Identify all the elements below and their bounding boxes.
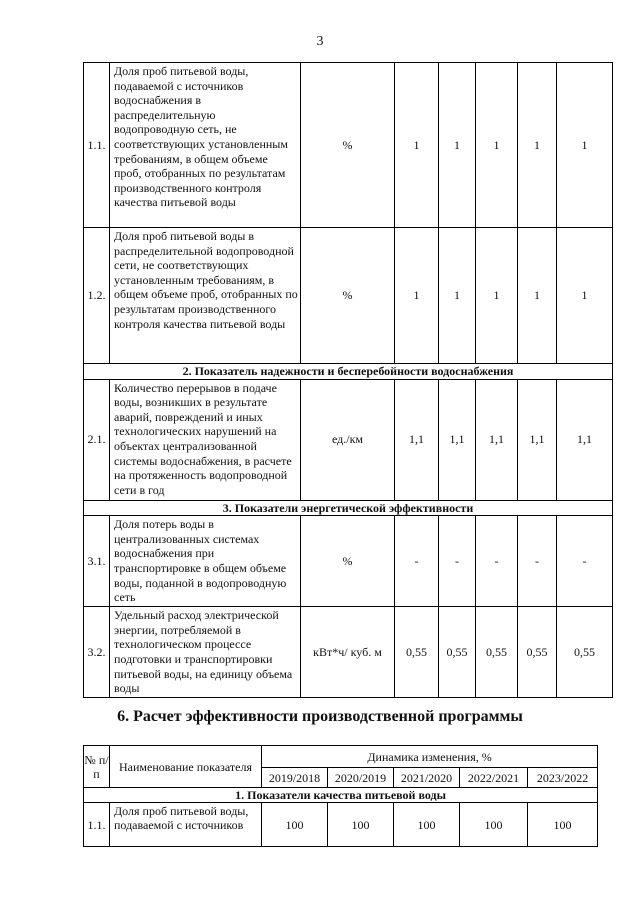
unit-cell: ед./км [301, 379, 395, 500]
value-cell: 1 [439, 63, 476, 228]
value-cell: 1 [439, 228, 476, 364]
indicator-name: Количество перерывов в подаче воды, возникших в результате аварий, повреждений и иных технологических нарушений на объектах централизованной системы водоснабжения, в расчете на протяженность водопроводной сети в год [110, 379, 301, 500]
value-cell: 1,1 [476, 379, 518, 500]
table-row [84, 516, 613, 607]
value-cell: 100 [528, 803, 598, 847]
value-cell: 0,55 [439, 607, 476, 698]
unit-cell: % [301, 63, 395, 228]
value-cell: 0,55 [518, 607, 557, 698]
value-cell: 100 [328, 803, 394, 847]
value-cell: 1 [557, 228, 613, 364]
section-header-row [84, 500, 613, 516]
value-cell: 1,1 [518, 379, 557, 500]
indicator-name: Удельный расход электрической энергии, потребляемой в технологическом процессе подготовки и транспортировки питьевой воды, на единицу объема воды [110, 607, 301, 698]
value-cell: - [518, 516, 557, 607]
value-cell: 100 [460, 803, 528, 847]
efficiency-table [83, 745, 598, 847]
row-number: 1.2. [84, 228, 110, 364]
indicator-name: Доля проб питьевой воды, подаваемой с источников [110, 803, 262, 847]
column-header-year: 2023/2022 [528, 768, 598, 788]
unit-cell: кВт*ч/ куб. м [301, 607, 395, 698]
section-header: 3. Показатели энергетической эффективности [84, 500, 613, 516]
indicator-name: Доля потерь воды в централизованных системах водоснабжения при транспортировке в общем объеме воды, поданной в водопроводную сеть [110, 516, 301, 607]
row-number: 2.1. [84, 379, 110, 500]
row-number: 1.1. [84, 63, 110, 228]
column-header-dynamics: Динамика изменения, % [262, 746, 598, 768]
value-cell: 1 [518, 63, 557, 228]
section-header: 1. Показатели качества питьевой воды [84, 788, 598, 803]
section-header-row [84, 788, 598, 803]
indicator-name: Доля проб питьевой воды, подаваемой с источников водоснабжения в распределительную водопроводную сеть, не соответствующих установленным требованиям, в общем объеме проб, отобранных по результатам производственного контроля качества питьевой воды [110, 63, 301, 228]
column-header-year: 2019/2018 [262, 768, 328, 788]
section-header-row [84, 364, 613, 380]
table-row [84, 379, 613, 500]
value-cell: - [395, 516, 439, 607]
value-cell: 1 [395, 63, 439, 228]
table-row [84, 63, 613, 228]
value-cell: - [476, 516, 518, 607]
row-number: 3.2. [84, 607, 110, 698]
unit-cell: % [301, 228, 395, 364]
value-cell: - [439, 516, 476, 607]
section-header: 2. Показатель надежности и бесперебойности водоснабжения [84, 364, 613, 380]
value-cell: 0,55 [557, 607, 613, 698]
table-header-row [84, 746, 598, 768]
value-cell: 100 [394, 803, 460, 847]
value-cell: - [557, 516, 613, 607]
value-cell: 1,1 [395, 379, 439, 500]
column-header-year: 2020/2019 [328, 768, 394, 788]
table-row [84, 607, 613, 698]
column-header-year: 2022/2021 [460, 768, 528, 788]
column-header-number: № п/п [84, 746, 110, 788]
column-header-year: 2021/2020 [394, 768, 460, 788]
value-cell: 100 [262, 803, 328, 847]
value-cell: 0,55 [476, 607, 518, 698]
value-cell: 1,1 [557, 379, 613, 500]
value-cell: 1 [395, 228, 439, 364]
section-heading: 6. Расчет эффективности производственной программы [117, 708, 523, 725]
row-number: 3.1. [84, 516, 110, 607]
indicator-name: Доля проб питьевой воды в распределительной водопроводной сети, не соответствующих установленным требованиям, в общем объеме проб, отобранных по результатам производственного контроля качества питьевой воды [110, 228, 301, 364]
column-header-name: Наименование показателя [110, 746, 262, 788]
value-cell: 1 [518, 228, 557, 364]
table-row [84, 228, 613, 364]
value-cell: 1 [557, 63, 613, 228]
value-cell: 1 [476, 63, 518, 228]
unit-cell: % [301, 516, 395, 607]
value-cell: 1 [476, 228, 518, 364]
table-row [84, 803, 598, 847]
value-cell: 0,55 [395, 607, 439, 698]
value-cell: 1,1 [439, 379, 476, 500]
row-number: 1.1. [84, 803, 110, 847]
page-number: 3 [316, 34, 324, 49]
indicators-table [83, 62, 613, 698]
